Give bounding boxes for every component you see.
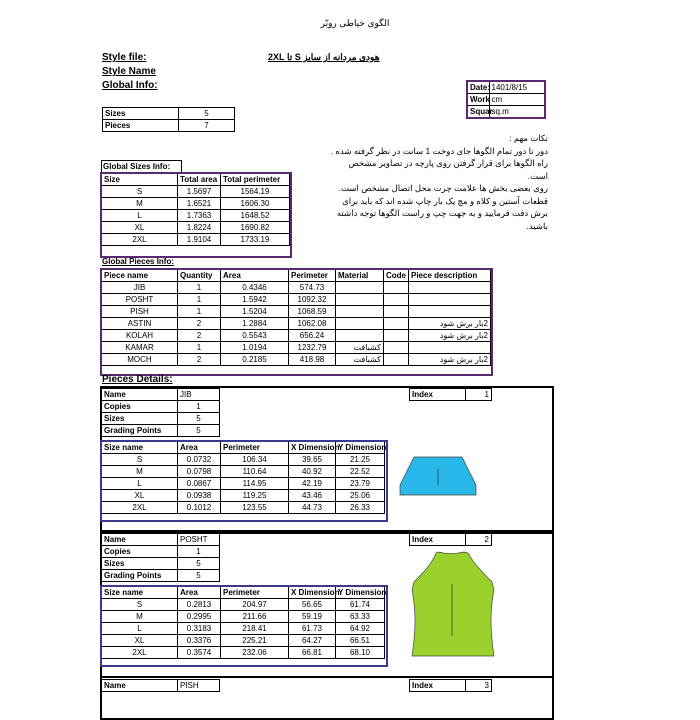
grading-value: 5 (178, 570, 220, 582)
area-cell: 0.0798 (178, 466, 221, 478)
table-row (102, 234, 290, 246)
material-cell (336, 318, 384, 330)
piece-name-value: PISH (178, 680, 220, 692)
notes-title: نکات مهم : (509, 133, 548, 143)
quantity-cell: 2 (178, 354, 221, 366)
notes-line: روی بعضی بخش ها علامت چرت محل اتصال مشخص است. (338, 183, 548, 193)
work-label: Work (467, 94, 489, 106)
piece-name-cell: POSHT (102, 294, 178, 306)
description-cell (409, 342, 491, 354)
table-row (102, 306, 491, 318)
table-row (102, 478, 385, 490)
table-row (102, 611, 385, 623)
area-cell: 1.2884 (221, 318, 289, 330)
meta-table (466, 80, 546, 119)
table-row (102, 198, 290, 210)
perimeter-cell: 119.25 (221, 490, 289, 502)
sizes-label: Sizes (102, 413, 178, 425)
area-cell: 0.0732 (178, 454, 221, 466)
x-dimension-cell: 59.19 (289, 611, 336, 623)
col-header: Piece name (102, 270, 178, 282)
x-dimension-cell: 39.65 (289, 454, 336, 466)
posht-pattern-shape (408, 550, 498, 662)
index-label: Index (410, 680, 466, 692)
material-cell: کشبافت (336, 354, 384, 366)
area-cell: 0.2185 (221, 354, 289, 366)
area-cell: 1.0194 (221, 342, 289, 354)
col-header: Total area (178, 174, 221, 186)
col-header: Y Dimension (336, 442, 385, 454)
col-header: Y Dimension (336, 587, 385, 599)
area-cell: 0.3183 (178, 623, 221, 635)
sizes-value: 5 (178, 413, 220, 425)
col-header: Total perimeter (221, 174, 290, 186)
quantity-cell: 1 (178, 342, 221, 354)
area-cell: 1.7363 (178, 210, 221, 222)
area-cell: 1.8224 (178, 222, 221, 234)
name-label: Name (102, 389, 178, 401)
size-cell: S (102, 454, 178, 466)
table-row (102, 466, 385, 478)
index-label: Index (410, 389, 466, 401)
perimeter-cell: 1606.30 (221, 198, 290, 210)
col-header: X Dimension (289, 442, 336, 454)
table-row (102, 502, 385, 514)
table-row (102, 318, 491, 330)
area-cell: 0.0867 (178, 478, 221, 490)
perimeter-cell: 114.95 (221, 478, 289, 490)
area-cell: 0.4346 (221, 282, 289, 294)
table-row (102, 647, 385, 659)
area-cell: 1.5204 (221, 306, 289, 318)
perimeter-cell: 204.97 (221, 599, 289, 611)
x-dimension-cell: 66.81 (289, 647, 336, 659)
material-cell (336, 294, 384, 306)
y-dimension-cell: 68.10 (336, 647, 385, 659)
code-cell (384, 342, 409, 354)
size-cell: M (102, 466, 178, 478)
code-cell (384, 306, 409, 318)
col-header: Size (102, 174, 178, 186)
col-header: Piece description (409, 270, 491, 282)
square-label: Squar (467, 106, 489, 119)
perimeter-cell: 123.55 (221, 502, 289, 514)
code-cell (384, 294, 409, 306)
table-row (102, 186, 290, 198)
table-row (102, 342, 491, 354)
notes-line: باشید. (526, 220, 548, 231)
style-file-value: هودی مردانه از سایز S تا 2XL (268, 52, 380, 62)
notes-line: دور تا دور تمام الگوها جای دوخت 1 سانت در نظر گرفته شده . (330, 145, 548, 156)
x-dimension-cell: 64.27 (289, 635, 336, 647)
global-sizes-title: Global Sizes Info: (101, 160, 182, 173)
piece-name-cell: KOLAH (102, 330, 178, 342)
area-cell: 0.1012 (178, 502, 221, 514)
area-cell: 1.5697 (178, 186, 221, 198)
perimeter-cell: 218.41 (221, 623, 289, 635)
quantity-cell: 2 (178, 318, 221, 330)
table-row (102, 294, 491, 306)
pieces-label: Pieces (103, 120, 179, 132)
area-cell: 0.2813 (178, 599, 221, 611)
grading-label: Grading Points (102, 425, 178, 437)
area-cell: 0.5543 (221, 330, 289, 342)
piece-info-table (101, 679, 220, 692)
quantity-cell: 1 (178, 282, 221, 294)
piece-info-table (101, 533, 220, 582)
perimeter-cell: 1690.82 (221, 222, 290, 234)
piece-sizes-table (101, 586, 385, 659)
table-row (102, 330, 491, 342)
x-dimension-cell: 43.46 (289, 490, 336, 502)
piece-name-cell: MOCH (102, 354, 178, 366)
y-dimension-cell: 61.74 (336, 599, 385, 611)
table-row (102, 282, 491, 294)
x-dimension-cell: 44.73 (289, 502, 336, 514)
index-value: 3 (466, 680, 492, 692)
copies-label: Copies (102, 546, 178, 558)
copies-value: 1 (178, 546, 220, 558)
code-cell (384, 282, 409, 294)
x-dimension-cell: 42.19 (289, 478, 336, 490)
description-cell (409, 282, 491, 294)
size-cell: S (102, 186, 178, 198)
size-cell: XL (102, 490, 178, 502)
sizes-value: 5 (178, 558, 220, 570)
description-cell (409, 306, 491, 318)
perimeter-cell: 1068.59 (289, 306, 336, 318)
quantity-cell: 1 (178, 294, 221, 306)
x-dimension-cell: 61.73 (289, 623, 336, 635)
index-value: 1 (466, 389, 492, 401)
table-row (102, 222, 290, 234)
style-file-label: Style file: (102, 52, 147, 63)
area-cell: 0.0938 (178, 490, 221, 502)
code-cell (384, 318, 409, 330)
index-table (409, 388, 492, 401)
perimeter-cell: 418.98 (289, 354, 336, 366)
col-header: Code (384, 270, 409, 282)
copies-value: 1 (178, 401, 220, 413)
style-name-label: Style Name (102, 66, 156, 77)
description-cell: 2بار برش شود (409, 318, 491, 330)
perimeter-cell: 232.06 (221, 647, 289, 659)
global-sizes-table (101, 173, 290, 246)
piece-name-cell: KAMAR (102, 342, 178, 354)
index-label: Index (410, 534, 466, 546)
perimeter-cell: 110.64 (221, 466, 289, 478)
perimeter-cell: 574.73 (289, 282, 336, 294)
page-title: الگوی خیاطی رویّر (320, 18, 390, 28)
area-cell: 1.6521 (178, 198, 221, 210)
x-dimension-cell: 56.65 (289, 599, 336, 611)
jib-pattern-shape (398, 455, 478, 497)
piece-name-cell: JIB (102, 282, 178, 294)
square-value: sq.m (489, 106, 545, 119)
table-row (102, 354, 491, 366)
notes-block (330, 132, 548, 232)
sizes-label: Sizes (102, 558, 178, 570)
piece-name-value: POSHT (178, 534, 220, 546)
pieces-value: 7 (179, 120, 235, 132)
area-cell: 0.2995 (178, 611, 221, 623)
table-row (102, 623, 385, 635)
size-cell: S (102, 599, 178, 611)
col-header: Perimeter (221, 442, 289, 454)
size-cell: M (102, 198, 178, 210)
notes-line: برش دقت فرمایید و به جهت چپ و راست الگوها توجه داشته (336, 208, 548, 218)
perimeter-cell: 656.24 (289, 330, 336, 342)
y-dimension-cell: 22.52 (336, 466, 385, 478)
quantity-cell: 1 (178, 306, 221, 318)
y-dimension-cell: 26.33 (336, 502, 385, 514)
col-header: Size name (102, 442, 178, 454)
work-value: cm (489, 94, 545, 106)
material-cell: کشبافت (336, 342, 384, 354)
name-label: Name (102, 534, 178, 546)
perimeter-cell: 1092.32 (289, 294, 336, 306)
col-header: Perimeter (221, 587, 289, 599)
size-cell: 2XL (102, 502, 178, 514)
perimeter-cell: 1733.19 (221, 234, 290, 246)
col-header: Area (178, 442, 221, 454)
grading-value: 5 (178, 425, 220, 437)
table-row (102, 599, 385, 611)
material-cell (336, 282, 384, 294)
col-header: Perimeter (289, 270, 336, 282)
perimeter-cell: 1648.52 (221, 210, 290, 222)
piece-info-table (101, 388, 220, 437)
table-row (102, 635, 385, 647)
table-row (102, 210, 290, 222)
code-cell (384, 330, 409, 342)
sizes-value: 5 (179, 108, 235, 120)
perimeter-cell: 225.21 (221, 635, 289, 647)
description-cell (409, 294, 491, 306)
y-dimension-cell: 63.33 (336, 611, 385, 623)
piece-name-cell: ASTIN (102, 318, 178, 330)
perimeter-cell: 106.34 (221, 454, 289, 466)
size-cell: L (102, 478, 178, 490)
col-header: Quantity (178, 270, 221, 282)
size-cell: XL (102, 222, 178, 234)
y-dimension-cell: 21.25 (336, 454, 385, 466)
y-dimension-cell: 66.51 (336, 635, 385, 647)
global-pieces-table (101, 269, 491, 366)
y-dimension-cell: 25.06 (336, 490, 385, 502)
index-value: 2 (466, 534, 492, 546)
area-cell: 1.5942 (221, 294, 289, 306)
size-cell: L (102, 210, 178, 222)
col-header: Size name (102, 587, 178, 599)
date-value: 1401/8/15 (489, 81, 545, 94)
index-table (409, 679, 492, 692)
area-cell: 1.9104 (178, 234, 221, 246)
piece-sizes-table (101, 441, 385, 514)
table-row (102, 454, 385, 466)
y-dimension-cell: 23.79 (336, 478, 385, 490)
piece-name-cell: PISH (102, 306, 178, 318)
piece-name-value: JIB (178, 389, 220, 401)
area-cell: 0.3376 (178, 635, 221, 647)
material-cell (336, 330, 384, 342)
size-cell: 2XL (102, 647, 178, 659)
summary-table (102, 107, 235, 132)
description-cell: 2بار برش شود (409, 354, 491, 366)
name-label: Name (102, 680, 178, 692)
copies-label: Copies (102, 401, 178, 413)
perimeter-cell: 1564.19 (221, 186, 290, 198)
perimeter-cell: 1232.79 (289, 342, 336, 354)
col-header: X Dimension (289, 587, 336, 599)
table-row (102, 490, 385, 502)
col-header: Area (221, 270, 289, 282)
x-dimension-cell: 40.92 (289, 466, 336, 478)
perimeter-cell: 211.66 (221, 611, 289, 623)
date-label: Date: (467, 81, 489, 94)
col-header: Material (336, 270, 384, 282)
perimeter-cell: 1062.08 (289, 318, 336, 330)
grading-label: Grading Points (102, 570, 178, 582)
sizes-label: Sizes (103, 108, 179, 120)
index-table (409, 533, 492, 546)
pieces-details-title: Pieces Details: (102, 374, 173, 385)
col-header: Area (178, 587, 221, 599)
global-info-label: Global Info: (102, 80, 158, 91)
quantity-cell: 2 (178, 330, 221, 342)
area-cell: 0.3574 (178, 647, 221, 659)
material-cell (336, 306, 384, 318)
size-cell: 2XL (102, 234, 178, 246)
code-cell (384, 354, 409, 366)
y-dimension-cell: 64.92 (336, 623, 385, 635)
size-cell: XL (102, 635, 178, 647)
notes-line: راه الگوها برای قرار گرفتن روی پارچه در تصاویر مشخص است. (348, 158, 548, 181)
notes-line: قطعات آستین و کلاه و مچ یک بار چاپ شده اند که باید برای (342, 195, 548, 206)
size-cell: M (102, 611, 178, 623)
size-cell: L (102, 623, 178, 635)
global-pieces-title: Global Pieces Info: (102, 257, 175, 266)
description-cell: 2بار برش شود (409, 330, 491, 342)
